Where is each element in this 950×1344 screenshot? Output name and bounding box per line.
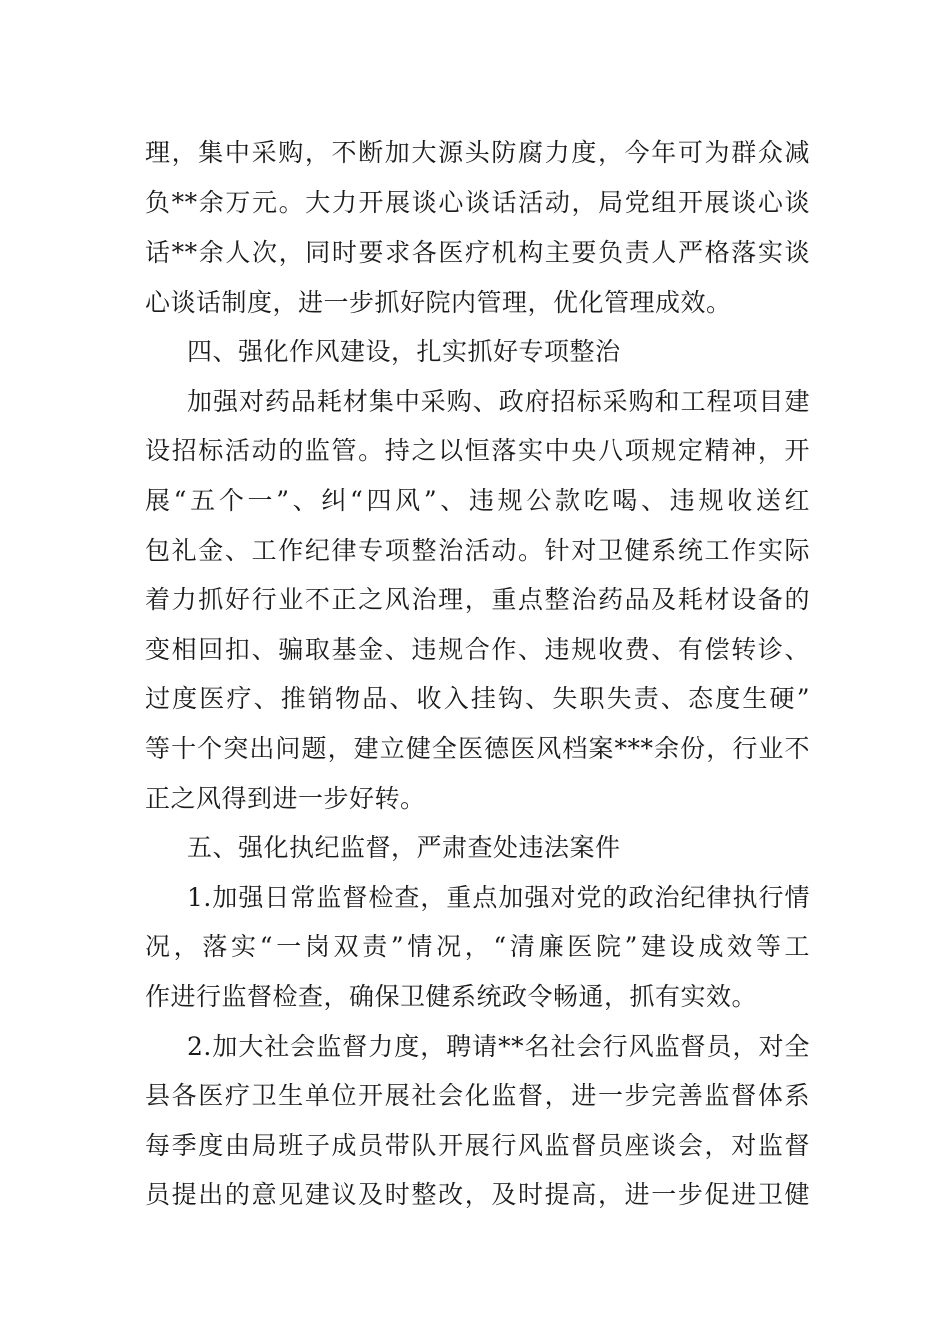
- text-line: 1.加强日常监督检查，重点加强对党的政治纪律执行情: [187, 883, 810, 912]
- text-line: 心谈话制度，进一步抓好院内管理，优化管理成效。: [145, 288, 732, 317]
- text-line: 正之风得到进一步好转。: [145, 784, 426, 813]
- text-line: 变相回扣、骗取基金、违规合作、违规收费、有偿转诊、: [145, 635, 810, 664]
- section-heading-4: 四、强化作风建设，扎实抓好专项整治: [187, 337, 621, 366]
- text-line: 等十个突出问题，建立健全医德医风档案***余份，行业不: [145, 734, 810, 763]
- section-heading-5: 五、强化执纪监督，严肃查处违法案件: [187, 833, 621, 862]
- text-line: 着力抓好行业不正之风治理，重点整治药品及耗材设备的: [145, 585, 810, 614]
- text-line: 每季度由局班子成员带队开展行风监督员座谈会，对监督: [145, 1131, 810, 1160]
- text-line: 设招标活动的监管。持之以恒落实中央八项规定精神，开: [145, 436, 810, 465]
- text-line: 包礼金、工作纪律专项整治活动。针对卫健系统工作实际: [145, 536, 810, 565]
- text-line: 理，集中采购，不断加大源头防腐力度，今年可为群众减: [145, 138, 810, 167]
- text-line: 话**余人次，同时要求各医疗机构主要负责人严格落实谈: [145, 238, 810, 267]
- text-line: 2.加大社会监督力度，聘请**名社会行风监督员，对全: [187, 1032, 810, 1061]
- text-line: 加强对药品耗材集中采购、政府招标采购和工程项目建: [187, 387, 810, 416]
- text-line: 展“五个一”、纠“四风”、违规公款吃喝、违规收送红: [145, 486, 810, 515]
- text-line: 作进行监督检查，确保卫健系统政令畅通，抓有实效。: [145, 982, 758, 1011]
- text-line: 况，落实“一岗双责”情况，“清廉医院”建设成效等工: [145, 932, 810, 961]
- text-line: 过度医疗、推销物品、收入挂钩、失职失责、态度生硬”: [145, 684, 810, 713]
- text-line: 负**余万元。大力开展谈心谈话活动，局党组开展谈心谈: [145, 188, 810, 217]
- text-line: 员提出的意见建议及时整改，及时提高，进一步促进卫健: [145, 1180, 810, 1209]
- text-line: 县各医疗卫生单位开展社会化监督，进一步完善监督体系: [145, 1081, 810, 1110]
